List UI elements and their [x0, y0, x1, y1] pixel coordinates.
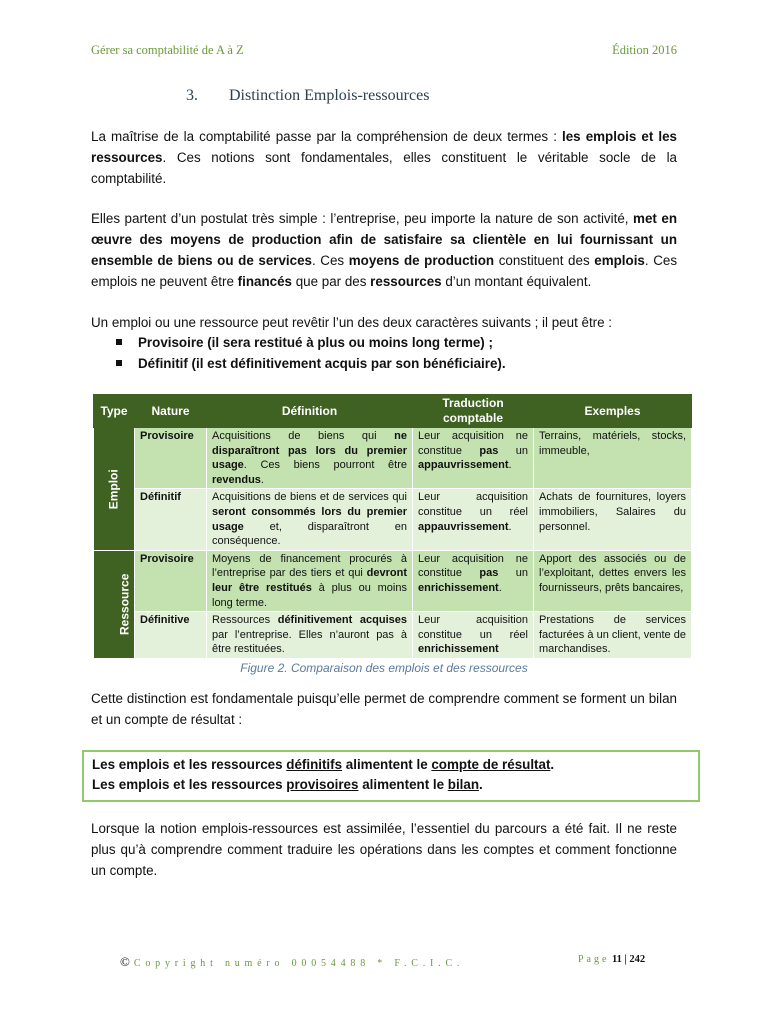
comparison-table — [93, 394, 692, 659]
bold-run: financés — [237, 274, 292, 289]
paragraph-postulat — [91, 208, 677, 292]
rule-line-provisoires: Les emplois et les ressources provisoires alimentent le bilan. — [92, 777, 483, 792]
type-label: Ressource — [117, 573, 132, 636]
bold-run: ressources — [370, 274, 442, 289]
traduction-cell: Leur acquisition ne constitue pas un appauvrissement. — [413, 428, 534, 489]
table-row — [94, 612, 692, 659]
bold-run: met en œuvre des moyens de production afin de satisfaire sa clientèle en lui fournissant un ensemble de biens ou de services — [91, 211, 677, 268]
section-title: Distinction Emplois-ressources — [229, 87, 430, 104]
page-number: 11 | 242 — [611, 954, 646, 965]
copyright-text: Copyright numéro 00054488 * F.C.I.C. — [133, 958, 465, 969]
figure-caption: Figure 2. Comparaison des emplois et des ressources — [240, 661, 528, 675]
section-heading — [186, 87, 429, 105]
bullet-item-provisoire: Provisoire (il sera restitué à plus ou moins long terme) ; — [91, 332, 677, 353]
table-header-row — [94, 395, 692, 428]
header-traduction: Traduction comptable — [413, 395, 534, 428]
header-exemples: Exemples — [534, 395, 692, 428]
bold-run: emplois — [594, 253, 645, 268]
definition-cell: Acquisitions de biens qui ne disparaîtront pas lors du premier usage. Ces biens pourront être revendus. — [207, 428, 413, 489]
type-cell-ressource — [94, 550, 135, 658]
table-row — [94, 489, 692, 550]
paragraph-intro — [91, 126, 677, 189]
definition-cell: Ressources définitivement acquises par l’entreprise. Elles n’auront pas à être restituées. — [207, 612, 413, 659]
copyright-icon: © — [120, 954, 130, 969]
nature-cell: Provisoire — [135, 428, 207, 489]
page-label: Page — [578, 954, 610, 965]
nature-cell: Définitif — [135, 489, 207, 550]
text-run: . Ces emplois ne peuvent être — [91, 253, 678, 289]
text-run: Elles partent d’un postulat très simple : l’entreprise, peu importe la nature de son activité, — [91, 211, 634, 226]
text-run: que par des — [291, 274, 371, 289]
nature-cell: Provisoire — [135, 550, 207, 611]
key-rule-box — [82, 750, 700, 802]
definition-cell: Acquisitions de biens et de services qui seront consommés lors du premier usage et, disparaîtront en conséquence. — [207, 489, 413, 550]
table-row — [94, 550, 692, 611]
type-label: Emploi — [106, 468, 121, 509]
paragraph-conclusion: Lorsque la notion emplois-ressources est assimilée, l’essentiel du parcours a été fait. Il ne reste plus qu’à comprendre comment traduire les opérations dans les comptes et comment fonctionne un compte. — [91, 821, 677, 878]
running-header-title: Gérer sa comptabilité de A à Z — [91, 43, 244, 57]
text-run: d’un montant équivalent. — [441, 274, 592, 289]
header-type: Type — [94, 395, 135, 428]
text-run: . Ces notions sont fondamentales, elles constituent le véritable socle de la comptabilité. — [91, 150, 677, 186]
traduction-cell: Leur acquisition constitue un réel enrichissement — [413, 612, 534, 659]
type-cell-emploi — [94, 428, 135, 551]
rule-line-definitifs: Les emplois et les ressources définitifs alimentent le compte de résultat. — [92, 757, 555, 772]
table-row — [94, 428, 692, 489]
text-run: La maîtrise de la comptabilité passe par la compréhension de deux termes : — [91, 129, 562, 144]
header-nature: Nature — [135, 395, 207, 428]
text-run: . Ces — [311, 253, 349, 268]
footer-copyright — [120, 954, 464, 970]
paragraph-distinction: Cette distinction est fondamentale puisqu’elle permet de comprendre comment se forment un bilan et un compte de résultat : — [91, 691, 677, 727]
section-number: 3. — [186, 87, 198, 104]
exemples-cell: Prestations de services facturées à un client, vente de marchandises. — [534, 612, 692, 659]
traduction-cell: Leur acquisition ne constitue pas un enrichissement. — [413, 550, 534, 611]
bold-run: moyens de production — [348, 253, 495, 268]
header-definition: Définition — [207, 395, 413, 428]
text-run: constituent des — [494, 253, 595, 268]
exemples-cell: Apport des associés ou de l’exploitant, dettes envers les fournisseurs, prêts bancaires, — [534, 550, 692, 611]
footer-page — [578, 954, 645, 965]
definition-cell: Moyens de financement procurés à l’entreprise par des tiers et qui devront leur être restitués à plus ou moins long terme. — [207, 550, 413, 611]
traduction-cell: Leur acquisition constitue un réel appauvrissement. — [413, 489, 534, 550]
nature-cell: Définitive — [135, 612, 207, 659]
exemples-cell: Terrains, matériels, stocks, immeuble, — [534, 428, 692, 489]
running-header-edition: Édition 2016 — [612, 43, 677, 57]
bullet-item-definitif: Définitif (il est définitivement acquis par son bénéficiaire). — [91, 353, 677, 374]
paragraph-caracteres: Un emploi ou une ressource peut revêtir l’un des deux caractères suivants ; il peut être : — [91, 315, 613, 330]
bold-run: les emplois et les ressources — [91, 129, 677, 165]
bullet-list — [91, 332, 677, 374]
exemples-cell: Achats de fournitures, loyers immobiliers, Salaires du personnel. — [534, 489, 692, 550]
